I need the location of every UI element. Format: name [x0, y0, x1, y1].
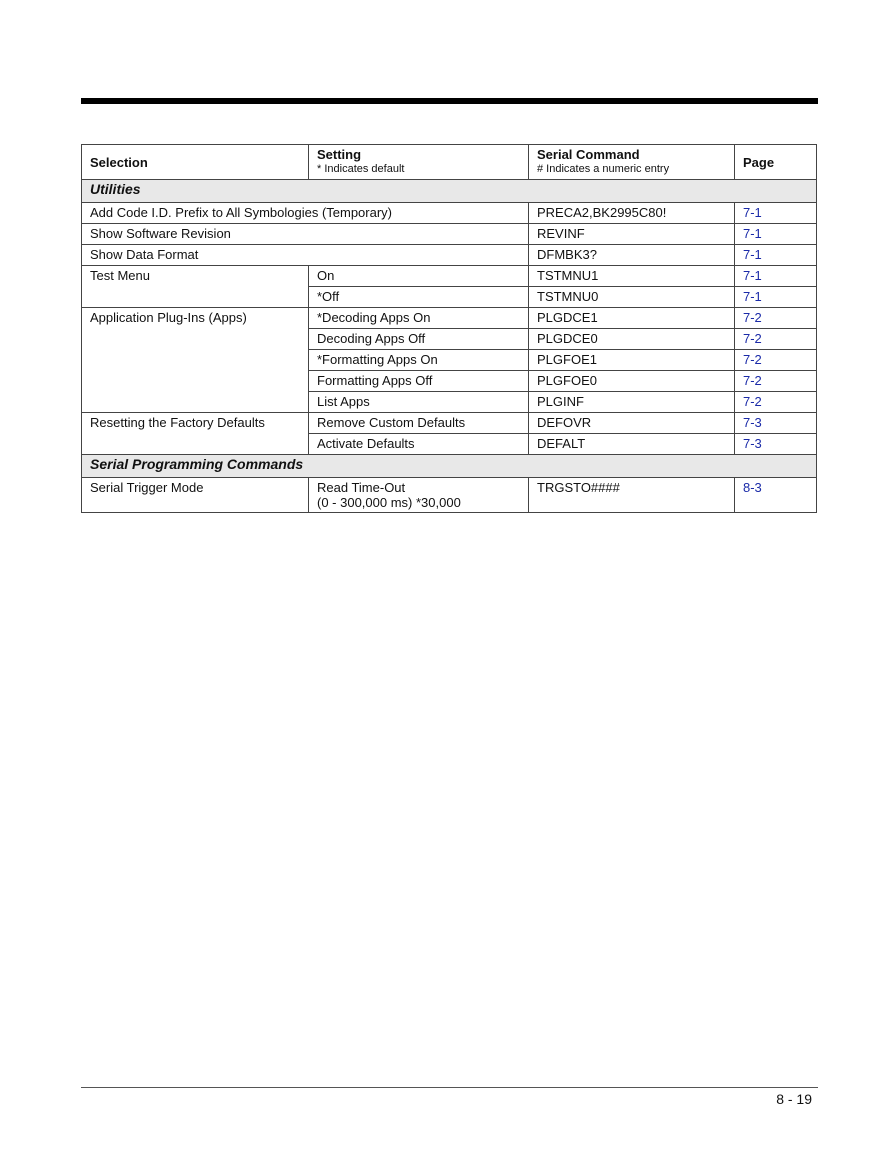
page-number: 8 - 19 — [776, 1091, 812, 1107]
page-link[interactable]: 7-3 — [743, 415, 762, 430]
header-selection: Selection — [82, 145, 309, 180]
header-page: Page — [735, 145, 817, 180]
page-link[interactable]: 7-1 — [743, 247, 762, 262]
page-link[interactable]: 7-3 — [743, 436, 762, 451]
bottom-rule — [81, 1087, 818, 1088]
table-row: *Formatting Apps On PLGFOE1 7-2 — [82, 350, 817, 371]
table-row: Serial Trigger Mode Read Time-Out (0 - 300,000 ms) *30,000 TRGSTO#### 8-3 — [82, 478, 817, 513]
setting-note: * Indicates default — [317, 163, 405, 175]
page-link[interactable]: 7-1 — [743, 205, 762, 220]
table-row: Formatting Apps Off PLGFOE0 7-2 — [82, 371, 817, 392]
command-table — [81, 144, 817, 513]
top-rule — [81, 98, 818, 104]
page-link[interactable]: 7-1 — [743, 289, 762, 304]
table-row: Add Code I.D. Prefix to All Symbologies (Temporary) PRECA2,BK2995C80! 7-1 — [82, 203, 817, 224]
page-link[interactable]: 7-2 — [743, 352, 762, 367]
section-serial-programming: Serial Programming Commands — [82, 455, 817, 478]
table-row: List Apps PLGINF 7-2 — [82, 392, 817, 413]
header-setting: Setting * Indicates default — [309, 145, 529, 180]
header-row — [82, 145, 817, 180]
serial-note: # Indicates a numeric entry — [537, 163, 670, 175]
table-row: Show Software Revision REVINF 7-1 — [82, 224, 817, 245]
page-link[interactable]: 7-2 — [743, 394, 762, 409]
page-link[interactable]: 7-2 — [743, 331, 762, 346]
page-link[interactable]: 7-1 — [743, 226, 762, 241]
table-row: Application Plug-Ins (Apps) *Decoding Apps On PLGDCE1 7-2 — [82, 308, 817, 329]
table-row: Decoding Apps Off PLGDCE0 7-2 — [82, 329, 817, 350]
page-link[interactable]: 7-2 — [743, 310, 762, 325]
table-row: Test Menu On TSTMNU1 7-1 — [82, 266, 817, 287]
table-row: *Off TSTMNU0 7-1 — [82, 287, 817, 308]
section-utilities: Utilities — [82, 180, 817, 203]
page-link[interactable]: 7-2 — [743, 373, 762, 388]
page-link[interactable]: 8-3 — [743, 480, 762, 495]
table-row: Resetting the Factory Defaults Remove Custom Defaults DEFOVR 7-3 — [82, 413, 817, 434]
page-link[interactable]: 7-1 — [743, 268, 762, 283]
table-row: Show Data Format DFMBK3? 7-1 — [82, 245, 817, 266]
header-serial-command: Serial Command # Indicates a numeric entry — [529, 145, 735, 180]
table-row: Activate Defaults DEFALT 7-3 — [82, 434, 817, 455]
